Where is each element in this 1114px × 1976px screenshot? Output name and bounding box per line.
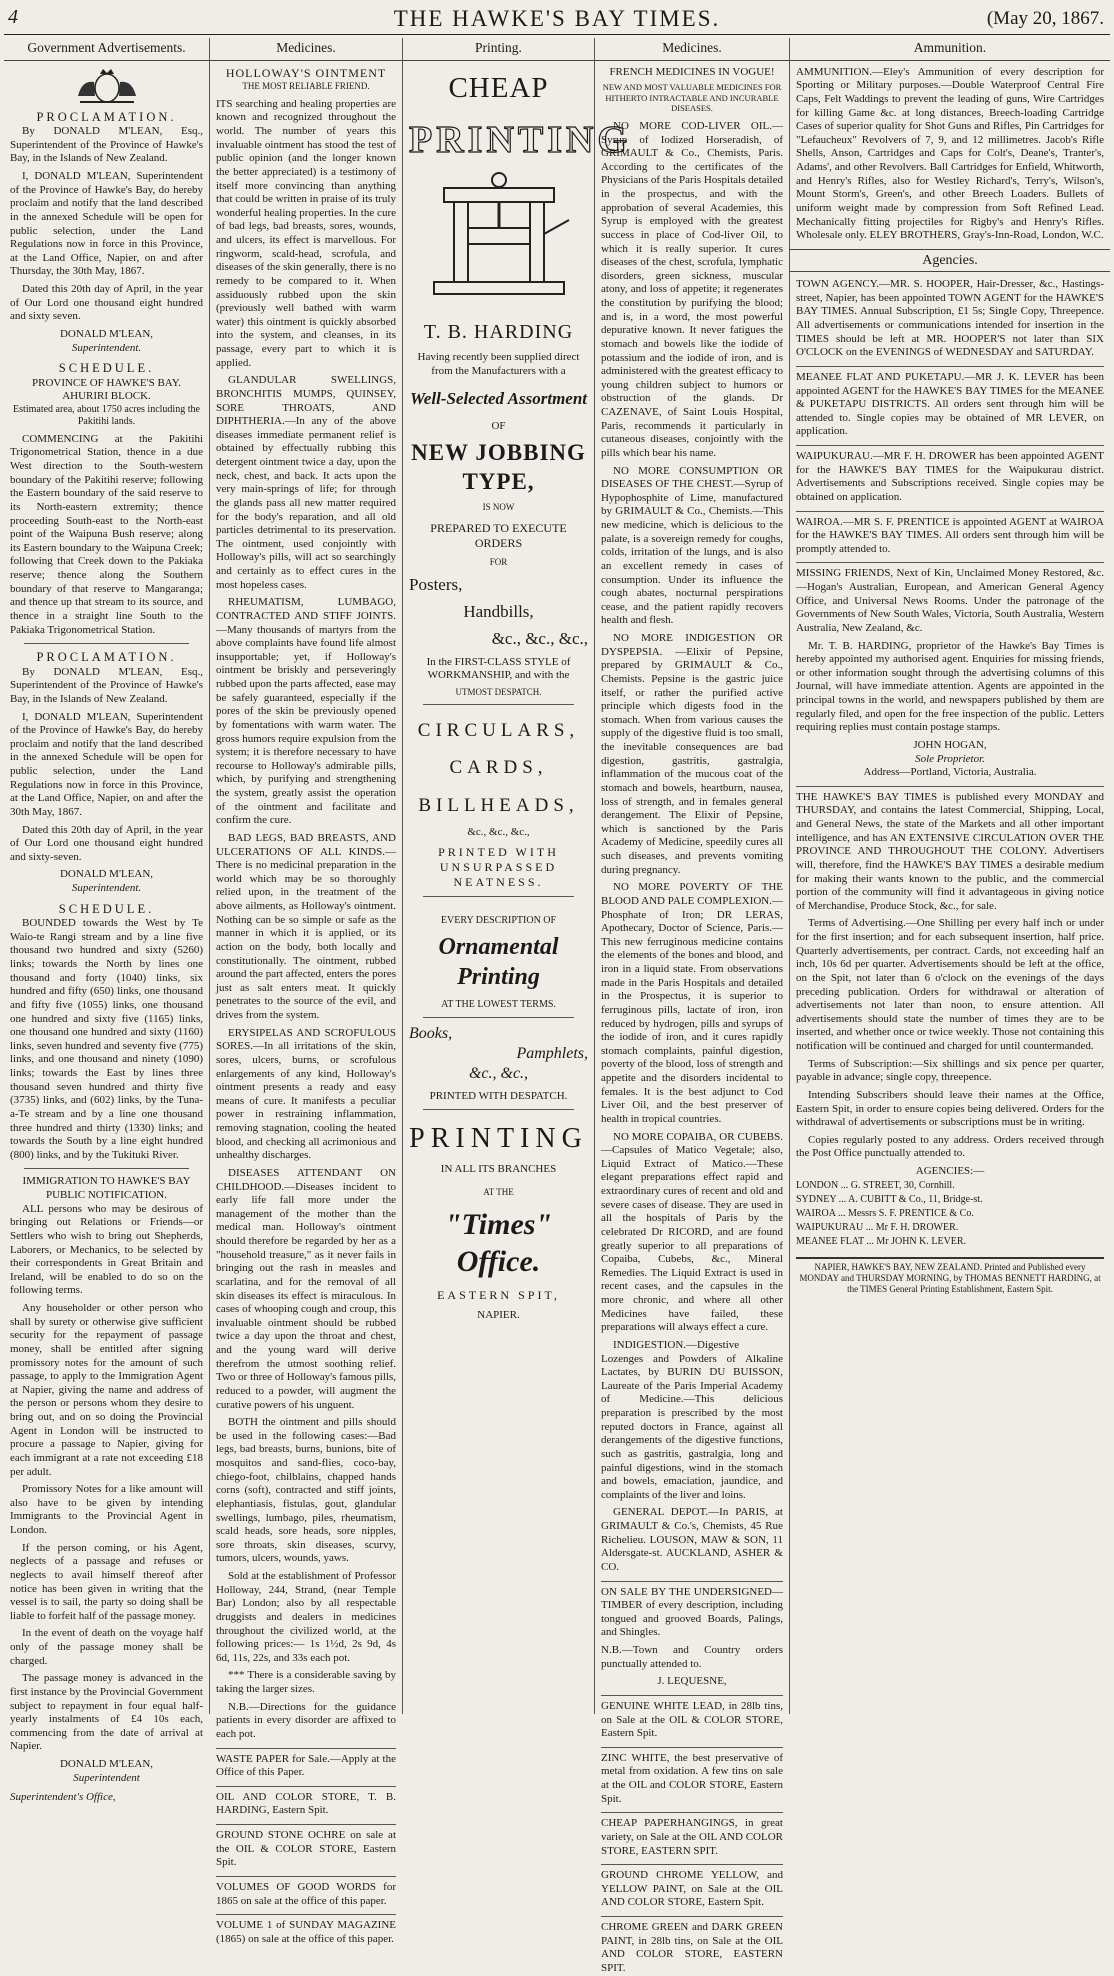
proclamation-body: I, DONALD M'LEAN, Superintendent of the Province of Hawke's Bay, do hereby proclaim and notify that the land described in the annexed Schedule will be open for public selection, under the Land Regulations now in force in this Province, at the Land Office, Napier, on and after the 30th May, 1867. bbox=[10, 710, 203, 818]
agency-notice: TOWN AGENCY.—MR. S. HOOPER, Hair-Dresser, &c., Hastings-street, Napier, has been appointed TOWN AGENT for the HAWKE'S BAY TIMES. Annual Subscription, £1 5s; Single Copy, Threepence. All advertisements or communications intended for insertion in the TIMES should be left at MR. HOOPER'S not later than SIX O'CLOCK on the EVENINGS of WEDNESDAY and SATURDAY. bbox=[796, 278, 1104, 359]
schedule-body: BOUNDED towards the West by Te Waio-te Rangi stream and by a line five thousand two hundred and sixty (5260) links; towards the North by lines one thousand and forty (1040) links, six hundred and fifty (650) links, one thousand and fifty five (1055) links, one thousand one hundred and sixty five (1165) links, one thousand one hundred and sixty (1160) links, seven hundred and seventy five (775) links, and one thousand and ninety (1090) links; towards the East by lines three thousand seven hundred and thirty five (3735) links, and (602) links, by the Tuna-a-Te stream and by a line one thousand three hundred and thirty (1330) links; and towards the South by a line eight hundred (800) links, and by the Tukituki River. bbox=[10, 917, 203, 1161]
of-text: OF bbox=[491, 419, 506, 432]
cards-text: CARDS, bbox=[449, 757, 548, 779]
classified-ad: CHEAP PAPERHANGINGS, in great variety, on Sale at the OIL AND COLOR STORE, EASTERN SPIT. bbox=[601, 1812, 783, 1858]
despatch-text: UTMOST DESPATCH. bbox=[455, 686, 542, 697]
divider bbox=[423, 896, 574, 897]
ad-paragraph: GENERAL DEPOT.—In PARIS, at GRIMAULT & Co.'s, Chemists, 45 Rue Richelieu. LOUSON, MAW & SON, 11 Aldersgate-st. AUCKLAND, ASHER & CO. bbox=[601, 1506, 783, 1573]
missing-friends-ad: MISSING FRIENDS, Next of Kin, Unclaimed Money Restored, &c.—Hogan's Australian, European, and American General Agency Office, and Universal News Rooms. Under the patronage of the Governments of New South Wales, Victoria, South Australia, Western Australia, New Zealand, &c. Mr. T. B. HARDING, proprietor of the Hawke's Bay Times is hereby appointed my authorised agent. Enquiries for missing friends, or other information sought through the advertising columns of this Journal, will have immediate attention. Agents are appointed in the principal towns in the world, and newspapers published by them are regularly filed, and open for the free inspection of the public. Letters requiring replies must contain postage stamps. JOHN HOGAN, Sole Proprietor. Address—Portland, Victoria, Australia. bbox=[796, 562, 1104, 779]
column-printing bbox=[403, 38, 632, 1714]
divider bbox=[423, 704, 574, 705]
proclamation-heading: PROCLAMATION. bbox=[36, 650, 177, 665]
province-heading: PROVINCE OF HAWKE'S BAY. bbox=[31, 376, 181, 389]
ad-subtitle: THE MOST RELIABLE FRIEND. bbox=[242, 80, 370, 91]
agencies-heading: Agencies. bbox=[790, 249, 1110, 272]
column-medicines-french bbox=[595, 38, 790, 1974]
assortment-text: Well-Selected Assortment bbox=[409, 389, 588, 409]
proclamation-body: I, DONALD M'LEAN, Superintendent of the Province of Hawke's Bay, do hereby proclaim and notify that the land described in the annexed Schedule will be open for public selection, under the Land Regulations now in force in this Province, at the Land Office, Napier, on and after Thursday, the 30th May, 1867. bbox=[10, 170, 203, 278]
schedule-body: COMMENCING at the Pakitihi Trigonometrical Station, thence in a due West direction to the South-western boundary of the Pakitihi reserve; following the Eastern boundary of the said reserve to its North-eastern extremity; thence proceeding South-east to the North-east point of the Waipuna Bush reserve; along its Eastern boundary to the Waipuna Creek; following that Creek down to the Pakiaka reserve; thence along the Southern boundary of that reserve to Mangaranga; and thence up that stream to its source, and thence in a straight line South to the Pakiaka Trigonometrical Station. bbox=[10, 432, 203, 636]
ad-paragraph: Sold at the establishment of Professor Holloway, 244, Strand, (near Temple Bar) London; also by all respectable druggists and dealers in medicines throughout the civilized world, at the following prices:— 1s 1½d, 2s 9d, 4s 6d, 11s, 22s, and 33s each pot. bbox=[216, 1570, 396, 1664]
ad-paragraph: INDIGESTION.—Digestive Lozenges and Powders of Alkaline Lactates, by BURIN DU BUISSON, Laureate of the Paris Imperial Academy of Medicine.—This delicious preparation is prescribed by the most reputed doctors in France, against all derangements of the digestive functions, such as gastritis, gastralgia, long and painful digestions, wind in the stomach and bowels, emaciation, jaundice, and complaints of the liver and loins. bbox=[601, 1338, 783, 1501]
office-line: Superintendent's Office, bbox=[10, 1791, 116, 1804]
proclamation-heading: PROCLAMATION. bbox=[36, 109, 177, 124]
ad-paragraph: N.B.—Directions for the guidance patients in every disorder are affixed to each pot. bbox=[216, 1700, 396, 1740]
immigration-paragraph: Promissory Notes for a like amount will also have to be given by intending Immigrants to the Provincial Agent in London. bbox=[10, 1483, 203, 1537]
printing-heading: PRINTING bbox=[409, 118, 632, 161]
ad-paragraph: NO MORE COD-LIVER OIL.—Syrup of Iodized Horseradish, of GRIMAULT & Co., Chemists, Paris. According to the certificates of the Physicians of the Paris Hospitals detailed in the prospectus, and with the approbation of several Academies, this Syrup is employed with the greatest success in place of Cod-liver Oil, to which it is really superior. It cures diseases of the chest, scrofula, lymphatic disorders, green sickness, muscular atony, and loss of appetite; it regenerates the constitution by purifying the blood; and is, in a word, the most powerful depurative known. It never fatigues the stomach and bowels like the iodide of potassium and the iodide of iron, and is administered with the greatest efficacy to young children subject to humors or obstruction of the glands. Dr CAZENAVE, of Saint Louis Hospital, Paris, recommends it particularly in cutaneous diseases, conjointly with the pills which bear his name. bbox=[601, 119, 783, 459]
schedule-heading: SCHEDULE. bbox=[58, 361, 155, 376]
column-government-advertisements bbox=[4, 38, 210, 1804]
classified-ad: GROUND CHROME YELLOW, and YELLOW PAINT, on Sale at the OIL AND COLOR STORE, Eastern Spit. bbox=[601, 1864, 783, 1910]
posters-text: Posters, bbox=[409, 575, 463, 595]
ammunition-ad: AMMUNITION.—Eley's Ammunition of every description for Sporting or Military purposes.—Double Waterproof Central Fire Caps, Felt Waddings to prevent the leading of guns, Wire Cartridges for killing Game &c. at long distances, Breech-loading Cartridge Cases of superior quality for Shot Guns and Rifles, Pin Cartridges for "Lefaucheux" Revolvers of 7, 9, and 12 millimetres. Jacob's Rifle Shells, Anson, Cartridges and Caps for Colt's, Deane's, Tranter's, Adams', and other Revolvers. Ball Cartridges for Enfield, Whitworth, and Henry's Rifles, also for Westley Richard's, Terry's, Wilson's, Mount Storm's, Green's, and other Breech Loaders. Bullets of uniform weight made by compression from Soft Refined Lead. Mechanically fitting projectiles for Rigby's and Henry's Rifles. Wholesale only. ELEY BROTHERS, Gray's-Inn-Road, London, W.C. bbox=[796, 65, 1104, 242]
divider bbox=[423, 1109, 574, 1110]
ad-subtitle: NEW AND MOST VALUABLE MEDICINES FOR HITHERTO INTRACTABLE AND INCURABLE DISEASES. bbox=[602, 82, 782, 114]
napier-text: NAPIER. bbox=[477, 1308, 520, 1321]
unsurpassed-text: PRINTED WITH UNSURPASSED NEATNESS. bbox=[438, 845, 559, 889]
schedule-heading: SCHEDULE. bbox=[58, 901, 155, 916]
times-notice: THE HAWKE'S BAY TIMES is published every MONDAY and THURSDAY, and contains the latest Commercial, Shipping, Local, and General News, the state of the Markets and all other important intelligence, and has AN EXTENSIVE CIRCULATION OVER THE PROVINCE AND THROUGHOUT THE COLONY. Advertisers will, therefore, find the HAWKE'S BAY TIMES a desirable medium for making their wants known to the public, and the commercial portion of the community will find it advantageous in giving notice of Merchandise, Produce Stock, &c., for sale. Terms of Advertising.—One Shilling per every half inch or under for the first insertion; and for each subsequent insertion, half price. Quarterly advertisements, per contract. Cards, not exceeding half an inch, 10s 6d per quarter. Advertisements should be left at the office, on the Spit, not later than 6 o'clock on the evenings of the days preceding publication. Orders for withdrawal or alteration of advertisements not later than noon, to ensure attention. All advertisements should state the number of times they are to be inserted, and whether once or twice weekly. Those not containing this notification will be continued and charged for until countermanded. Terms of Subscription:—Six shillings and six pence per quarter, payable in advance; single copy, threepence. Intending Subscribers should leave their names at the Office, Eastern Spit, in order to ensure copies being delivered. Orders for the withdrawal of advertisements or subscriptions must be in writing. Copies regularly posted to any address. Orders received through the Post Office punctually attended to. AGENCIES:— LONDON ... G. STREET, 30, Cornhill. SYDNEY ... A. CUBITT & Co., 11, Bridge-st. WAIROA ... Messrs S. F. PRENTICE & Co. WAIPUKURAU ... Mr F. H. DROWER. MEANEE FLAT ... Mr JOHN K. LEVER. bbox=[796, 786, 1104, 1249]
classified-ad: ON SALE BY THE UNDERSIGNED— TIMBER of every description, including tongued and grooved Boards, Palings, and Shingles. N.B.—Town and Country orders punctually attended to. J. LEQUESNE, bbox=[601, 1581, 783, 1689]
times-office-text: "Times" Office. bbox=[444, 1207, 553, 1278]
ad-title: HOLLOWAY'S OINTMENT bbox=[225, 65, 387, 80]
column-heading: Medicines. bbox=[210, 38, 402, 61]
lowest-terms-text: AT THE LOWEST TERMS. bbox=[441, 998, 556, 1010]
eastern-spit-text: EASTERN SPIT, bbox=[437, 1288, 560, 1303]
with-despatch-text: PRINTED WITH DESPATCH. bbox=[429, 1089, 568, 1102]
new-type-heading: NEW JOBBING TYPE, bbox=[411, 440, 586, 494]
immigration-paragraph: The passage money is advanced in the first instance by the Provincial Government subject to repayment in four equal half-yearly instalments of £4 10s each, commencing from the date of arrival at Napier. bbox=[10, 1672, 203, 1753]
classified-ad: OIL AND COLOR STORE, T. B. HARDING, Eastern Spit. bbox=[216, 1786, 396, 1818]
classified-ad: ZINC WHITE, the best preservative of metal from oxidation. A few tins on sale at the OIL and COLOR STORE, Eastern Spit. bbox=[601, 1747, 783, 1807]
column-heading: Printing. bbox=[403, 38, 594, 61]
billheads-text: BILLHEADS, bbox=[418, 795, 579, 816]
immigration-subheading: PUBLIC NOTIFICATION. bbox=[46, 1189, 167, 1202]
immigration-paragraph: ALL persons who may be desirous of bringing out Relations or Friends—or Settlers who wish to bring out Shepherds, Laborers, or Mechanics, to be selected by their correspondents in Great Britain and Ireland, will be enabled to do so on the following terms. bbox=[10, 1202, 203, 1297]
imprint-footer: NAPIER, HAWKE'S BAY, NEW ZEALAND. Printed and Published every MONDAY and THURSDAY MORNING, by THOMAS BENNETT HARDING, at the TIMES General Printing Establishment, Eastern Spit. bbox=[796, 1257, 1104, 1295]
ad-paragraph: DISEASES ATTENDANT ON CHILDHOOD.—Diseases incident to early life fall more under the management of the mother than the medical man. Holloway's ointment should therefore be regarded by her as a "household treasure," as it never fails in bringing out the rash in measles and scarlatina, and for the removal of all skin diseases its effect is miraculous. In cases of whooping cough and croup, this invaluable ointment should be rubbed twice a day upon the throat and chest, and the young ward will derive therefrom the utmost soothing relief. Two or three of Holloway's famous pills, reduced to a powder, will augment the curative powers of his unguent. bbox=[216, 1166, 396, 1411]
ad-paragraph: NO MORE INDIGESTION OR DYSPEPSIA. —Elixir of Pepsine, prepared by GRIMAULT & Co., Chemists. Pepsine is the gastric juice itself, or rather the purified active principle which digests food in the stomach. When from various causes the supply of the digestive fluid is too small, the inevitable consequences are bad digestion, gastritis, gastralgia, inflammation of the mucous coat of the stomach and bowels, heartburn, nausea, loss of strength, and in females general derangement. The Elixir of Pepsine, which is sanctioned by the Paris Academy of Medicine, speedily cures all such diseases, and prevents vomiting during pregnancy. bbox=[601, 632, 783, 876]
etc-text: &c., &c., &c., bbox=[467, 825, 530, 838]
signature: DONALD M'LEAN, Superintendent bbox=[59, 1758, 154, 1784]
signature: DONALD M'LEAN, Superintendent. bbox=[59, 327, 154, 354]
signature: DONALD M'LEAN, Superintendent. bbox=[59, 868, 154, 895]
agents-list: LONDON ... G. STREET, 30, Cornhill. SYDNEY ... A. CUBITT & Co., 11, Bridge-st. WAIROA ... Messrs S. F. PRENTICE & Co. WAIPUKURAU ... Mr F. H. DROWER. MEANEE FLAT ... Mr JOHN K. LEVER. bbox=[796, 1179, 983, 1247]
proclamation-intro: By DONALD M'LEAN, Esq., Superintendent of the Province of Hawke's Bay, in the Islands of New Zealand. bbox=[10, 665, 203, 705]
page-number: 4 bbox=[8, 6, 18, 28]
estimated-area: Estimated area, about 1750 acres including the Pakitihi lands. bbox=[13, 403, 200, 428]
ad-paragraph: ERYSIPELAS AND SCROFULOUS SORES.—In all irritations of the skin, sores, ulcers, burns, or scrofulous enlargements of any kind, Holloway's ointment presents a ready and easy means of cure. It manifests a peculiar power in restraining inflammation, removing stagnation, cooling the heated blood, and checking all acrimonious and unhealthy discharges. bbox=[216, 1026, 396, 1162]
circulars-text: CIRCULARS, bbox=[417, 719, 580, 741]
ad-paragraph: NO MORE CONSUMPTION OR DISEASES OF THE CHEST.—Syrup of Hypophosphite of Lime, manufactured by GRIMAULT & Co., Chemists.—This new medicine, which is delicious to the palate, is a sovereign remedy for coughs, colds, irritation of the lungs, and is also an excellent remedy in cases of consumption. Under its influence the cough abates, nocturnal perspirations cease, and the patient rapidly recovers health and flesh. bbox=[601, 464, 783, 627]
classified-ad: VOLUMES OF GOOD WORDS for 1865 on sale at the office of this paper. bbox=[216, 1876, 396, 1908]
divider bbox=[423, 1017, 574, 1018]
etc-text: &c., &c., bbox=[468, 1064, 529, 1082]
divider bbox=[24, 643, 189, 644]
ad-paragraph: *** There is a considerable saving by taking the larger sizes. bbox=[216, 1669, 396, 1696]
masthead bbox=[0, 6, 1114, 32]
issue-date: (May 20, 1867. bbox=[986, 8, 1104, 29]
cheap-heading: CHEAP bbox=[448, 71, 549, 104]
column-heading: Government Advertisements. bbox=[4, 38, 209, 61]
is-now-text: IS NOW bbox=[482, 502, 515, 513]
every-description-text: EVERY DESCRIPTION OF bbox=[440, 914, 557, 926]
block-name: AHURIRI BLOCK. bbox=[62, 390, 151, 403]
classified-ad: GROUND STONE OCHRE on sale at the OIL & COLOR STORE, Eastern Spit. bbox=[216, 1824, 396, 1870]
column-heading: Ammunition. bbox=[790, 38, 1110, 61]
ad-title: FRENCH MEDICINES IN VOGUE! bbox=[609, 65, 775, 78]
royal-crest-icon bbox=[10, 66, 203, 106]
proclamation-dated: Dated this 20th day of April, in the year of Our Lord one thousand eight hundred and sixty seven. bbox=[10, 283, 203, 323]
masthead-rule bbox=[4, 34, 1110, 35]
immigration-heading: IMMIGRATION TO HAWKE'S BAY bbox=[22, 1175, 191, 1188]
supplied-text: Having recently been supplied direct from the Manufacturers with a bbox=[417, 351, 580, 377]
printing-heading: PRINTING bbox=[409, 1123, 588, 1155]
agency-notice: WAIROA.—MR S. F. PRENTICE is appointed AGENT at WAIROA for the HAWKE'S BAY TIMES. All orders sent through him will be promptly attended to. bbox=[796, 511, 1104, 557]
ad-paragraph: ITS searching and healing properties are known and recognized throughout the world. The number of years this invaluable ointment has stood the test of public opinion (and the longer known the better appreciated) is a testimony of itself more convincing than anything that could be written in praise of its truly wonderful healing properties. In the cure of bad legs, bad breasts, sores, wounds, and ulcers, its effect is marvellous. For ringworm, scald-head, scrofula, and diseases of the skin generally, there is no remedy to be compared to it. When assiduously rubbed upon the skin (previously well bathed with warm water) this ointment is quickly absorbed into the system, and cleanses, in its passage, every part to which it is applied. bbox=[216, 97, 396, 369]
style-text: In the FIRST-CLASS STYLE of WORKMANSHIP, and with the bbox=[426, 655, 571, 682]
ad-paragraph: BAD LEGS, BAD BREASTS, AND ULCERATIONS OF ALL KINDS.—There is no medicinal preparation in the world which may be so thoroughly relied upon, in the treatment of the above ailments, as Holloway's ointment. Nothing can be so simple or safe as the manner in which it is applied, or its action on the body, both locally and constitutionally. The ointment, rubbed around the part affected, enters the pores just as salt enters meat. It quickly penetrates to the source of the evil, and drives from the system. bbox=[216, 831, 396, 1022]
books-text: Books, bbox=[409, 1025, 453, 1043]
newspaper-title: THE HAWKE'S BAY TIMES. bbox=[393, 6, 721, 31]
ad-paragraph: RHEUMATISM, LUMBAGO, CONTRACTED AND STIFF JOINTS.—Many thousands of martyrs from the above complaints have found life almost insupportable; yet, if Holloway's ointment be briskly and perseveringly rubbed upon the parts affected, ease may be safely guaranteed, especially if the pores of the skin be previously opened by fomentations with warm water. The gross humors require expulsion from the system; it is therefore necessary to have recourse to Holloway's admirable pills, which, by purifying and strengthening the system, greatly assist the operation of the ointment and facilitate and confirm the cure. bbox=[216, 596, 396, 827]
ornamental-printing-text: Ornamental Printing bbox=[438, 934, 559, 990]
divider bbox=[24, 1168, 189, 1169]
branches-text: IN ALL ITS BRANCHES bbox=[440, 1162, 557, 1175]
immigration-paragraph: If the person coming, or his Agent, neglects of a passage and refuses or neglects to avail himself thereof after notice has been given in writing that the vessel is to sail, the party so doing shall be liable to forfeit half of the passage money. bbox=[10, 1541, 203, 1622]
handbills-text: Handbills, bbox=[463, 602, 534, 622]
agency-notice: MEANEE FLAT AND PUKETAPU.—MR J. K. LEVER has been appointed AGENT for the HAWKE'S BAY TIMES for the MEANEE & PUKETAPU DISTRICTS. All orders sent through him will be attended to. Single copies may be obtained of MR LEVER, on application. bbox=[796, 366, 1104, 439]
at-the-text: AT THE bbox=[483, 1186, 514, 1197]
classified-ad: CHROME GREEN and DARK GREEN PAINT, in 28lb tins, on Sale at the OIL AND COLOR STORE, EASTERN SPIT. bbox=[601, 1916, 783, 1976]
classified-ad: WASTE PAPER for Sale.—Apply at the Office of this Paper. bbox=[216, 1748, 396, 1780]
printing-press-icon bbox=[409, 168, 588, 313]
immigration-paragraph: In the event of death on the voyage half only of the passage money shall be charged. bbox=[10, 1627, 203, 1667]
agency-notice: WAIPUKURAU.—MR F. H. DROWER has been appointed AGENT for the HAWKE'S BAY TIMES for the Waipukurau district. Advertisements and Subscriptions received. Single copies may be obtained on application. bbox=[796, 445, 1104, 505]
ad-paragraph: BOTH the ointment and pills should be used in the following cases:—Bad legs, bad breasts, burns, bunions, bite of mosquitos and sand-flies, coco-bay, chiego-foot, chilblains, chapped hands corns (soft), contracted and stiff joints, elephantiasis, fistulas, gout, glandular swellings, lumbago, piles, rheumatism, scald heads, sore heads, sore nipples, sore throats, skin diseases, scurvy, tumors, ulcers, wounds, yaws. bbox=[216, 1416, 396, 1565]
column-ammunition-agencies bbox=[790, 38, 1110, 1714]
proclamation-dated: Dated this 20th day of April, in the year of Our Lord one thousand eight hundred and sixty-seven. bbox=[10, 823, 203, 863]
for-text: FOR bbox=[489, 557, 508, 568]
etc-text: &c., &c., &c., bbox=[491, 629, 588, 649]
printer-name: T. B. HARDING bbox=[423, 321, 574, 344]
column-heading: Medicines. bbox=[595, 38, 789, 61]
column-medicines-holloway bbox=[210, 38, 403, 1945]
proclamation-intro: By DONALD M'LEAN, Esq., Superintendent of the Province of Hawke's Bay, in the Islands of New Zealand. bbox=[10, 125, 203, 165]
ad-paragraph: NO MORE POVERTY OF THE BLOOD AND PALE COMPLEXION.—Phosphate of Iron; DR LERAS, Apothecary, Doctor of Science, Paris.—This new ferruginous medicine contains the elements of the bones and blood, and iron in a liquid state. From observations made in the Paris Hospitals and detailed in the Prospectus, it is superior to ferruginous pills, lactate of iron, iron reduced by hydrogen, pills and syrups of the iodide of iron, and it cures rapidly stomach complaints, painful digestion, poverty of the blood, loss of strength and appetite and the disorders incidental to females. It is the best adjunct to Cod Liver Oil, and the best preserver of health in tropical countries. bbox=[601, 881, 783, 1125]
pamphlets-text: Pamphlets, bbox=[516, 1044, 588, 1062]
classified-ad: GENUINE WHITE LEAD, in 28lb tins, on Sale at the OIL & COLOR STORE, Eastern Spit. bbox=[601, 1695, 783, 1741]
immigration-paragraph: Any householder or other person who shall by surety or otherwise give sufficient security for the repayment of passage money, shall be entitled after signing promissory notes for the amount of such passage, to apply to the Immigration Agent at Napier, giving the name and address of the person or persons whom they desire to bring out, and on so doing the Provincial Agent in London will be instructed to procure a passage to Napier, giving for each immigrant at a rate not exceeding £18 per adult. bbox=[10, 1302, 203, 1478]
prepared-text: PREPARED TO EXECUTE ORDERS bbox=[430, 521, 567, 551]
ad-paragraph: NO MORE COPAIBA, OR CUBEBS.—Capsules of Matico Vegetale; also, Liquid Extract of Matico.—These elegant preparations effect rapid and extraordinary cures of recent and old and severe cases of disease. They are used in all the hospitals of Paris by the celebrated Dr RICORD, and are found greatly superior to all preparations of Copaiba, Cubebs, &c., Mineral Remedies. The Liquid Extract is used in recent cases, and the capsules in the more chronic, and where all other Medicines have failed, these preparations will always effect a cure. bbox=[601, 1130, 783, 1334]
ad-paragraph: GLANDULAR SWELLINGS, BRONCHITIS MUMPS, QUINSEY, SORE THROATS, AND DIPHTHERIA.—In any of the above diseases immediate permanent relief is obtained by effectually rubbing this detergent ointment twice a day, upon the neck, chest, and back. It acts upon the very main-springs of life; for through the glands pass all new matter required for the body's reparation, and all old particles detrimental to its preservation. The ointment, used conjointly with Holloway's pills, will act so searchingly and certainly as to effect cures in the most hopeless cases. bbox=[216, 374, 396, 591]
classified-ad: VOLUME 1 of SUNDAY MAGAZINE (1865) on sale at the office of this paper. bbox=[216, 1914, 396, 1946]
